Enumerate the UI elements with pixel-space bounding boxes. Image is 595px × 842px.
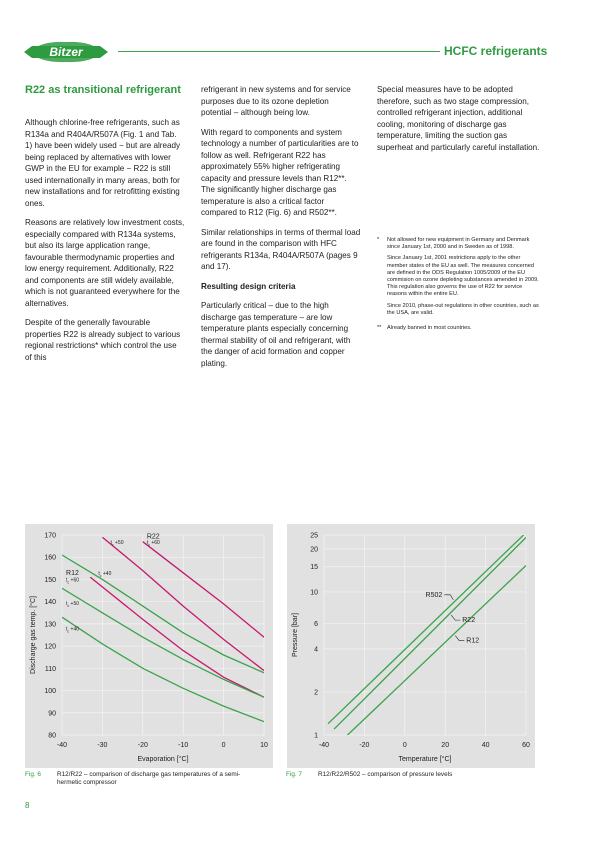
y-tick-label: 4 [314,646,318,654]
figure-caption-6 [25,771,247,787]
x-tick-label: -20 [359,742,370,749]
chart-annotation: $t_c +50$ [66,601,80,608]
y-tick-label: 130 [44,621,56,629]
y-tick-label: 15 [310,564,318,572]
text-column-3 [377,84,542,161]
x-tick-label: 10 [260,742,268,749]
footnote-marker: * [377,237,380,243]
article-heading: R22 as transitional refrigerant [25,84,181,96]
paragraph: Special measures have to be adopted therefore, such as two stage compression, controlled refrigerant injection, additional cooling, monitoring of discharge gas temperature, limiting the suction gas superheat and particularly careful installation. [377,85,540,152]
figure-caption-text: R12/R22/R502 – comparison of pressure levels [318,771,453,778]
footnote-text: Since January 1st, 2001 restrictions apply to the other member states of the EU as well. The measures concerned are defined in the ODS Regulation 1005/2009 of the EU commision on ozone depleting substances amended in 2009. This regulation also governs the use of R22 for service reasons within the entire EU. [387,255,539,298]
chart-annotation: $t_c +60$ [66,577,80,585]
x-tick-label: -30 [97,742,108,749]
y-tick-label: 20 [310,546,318,554]
series-label: R12 [466,637,480,645]
x-axis-label: Evaporation [°C] [137,756,189,763]
x-tick-label: 0 [221,742,226,749]
footnote [377,237,542,321]
bitzer-logo-mark [20,38,112,66]
paragraph: refrigerant in new systems and for service purposes due to its ozone depletion potential – although being low. [201,85,351,117]
y-tick-label: 10 [310,589,318,597]
footnote [377,325,542,336]
footnote-marker: ** [377,325,382,332]
paragraph: With regard to components and system technology a number of particularities are to follow as well. Refrigerant R22 has approximately 55% higher refrigerating capacity and pressure levels than R12**. The significantly higher discharge gas temperature is also a critical factor compared to R12 (Fig. 6) and R502**. [201,127,359,217]
paragraph: Although chlorine-free refrigerants, such as R134a and R404A/R507A (Fig. 1 and Tab. 1) have been widely used − but are already being replaced by alternatives with lower GWP in the EU for example − R22 is still used internationally in many areas, both for new installations and for retrofitting existing ones. [25,118,181,208]
series-label: R502 [425,591,443,599]
figure-caption-7 [286,771,528,779]
subheading: Resulting design criteria [201,281,296,291]
x-tick-label: 40 [481,742,490,749]
figure-label: Fig. 7 [286,771,302,778]
chart-annotation: $t_c +50$ [110,539,124,547]
y-tick-label: 90 [48,710,56,718]
x-axis-label: Temperature [°C] [398,756,452,763]
paragraph: Particularly critical – due to the high discharge gas temperature – are low temperature plants especially concerning thermal stability of oil and refrigerant, with the danger of acid formation and copper plating. [201,301,351,368]
y-tick-label: 120 [44,643,56,651]
x-tick-label: -20 [137,742,148,749]
y-tick-label: 140 [44,599,56,607]
footnote-text: Since 2010, phase-out regulations in other countries, such as the USA, are valid. [387,302,539,316]
y-tick-label: 80 [48,732,56,740]
series-label: R22 [462,617,476,625]
x-tick-label: -10 [178,742,189,749]
page-number: 8 [25,801,30,810]
paragraph: Despite of the generally favourable properties R22 is already subject to various regional restrictions* which control the use of this [25,318,181,362]
logo-text: Bitzer [49,45,83,59]
chart-annotation: $t_c +60$ [146,539,160,547]
x-tick-label: 60 [522,742,530,749]
paragraph: Similar relationships in terms of thermal load are found in the comparison with HFC refrigerants R134a, R404A/R507A (pages 9 and 17). [201,227,361,271]
chart-annotation: $t_c +40$ [98,571,112,578]
figure-label: Fig. 6 [25,771,41,778]
chart-pressure-levels [287,524,535,768]
chart-annotation: R22 [146,533,160,541]
text-column-1 [25,84,185,371]
text-column-2 [201,84,361,377]
chart-discharge-temperature [25,524,273,768]
header-rule [118,51,440,52]
chart-annotation: R12 [66,570,79,577]
y-tick-label: 160 [44,554,56,562]
x-tick-label: 20 [441,742,450,749]
y-tick-label: 25 [310,532,318,540]
y-tick-label: 170 [44,532,56,540]
y-tick-label: 150 [44,576,56,584]
x-tick-label: 0 [402,742,407,749]
paragraph: Reasons are relatively low investment costs, especially compared with R134a systems, but also its large application range, favourable thermodynamic properties and low energy requirement. Additionally, R22 and components are still widely available, which is not guaranteed everywhere for the alternatives. [25,218,185,308]
figure-caption-text: R12/R22 – comparison of discharge gas temperatures of a semi-hermetic compressor [57,771,241,786]
footnote-text: Already banned in most countries. [387,325,472,332]
y-axis-label: Pressure [bar] [292,613,299,657]
section-title: HCFC refrigerants [444,44,548,58]
y-tick-label: 6 [314,621,318,629]
x-tick-label: -40 [56,742,68,749]
footnotes [377,237,542,340]
y-tick-label: 100 [44,688,56,696]
y-axis-label: Discharge gas temp. [°C] [30,596,37,674]
x-tick-label: -40 [318,742,330,749]
chart-annotation: $t_c +40$ [66,626,80,634]
y-tick-label: 2 [314,689,318,697]
y-tick-label: 110 [44,665,56,673]
y-tick-label: 1 [314,732,318,740]
bitzer-logo [20,38,112,66]
footnote-text: Not allowed for new equipment in Germany and Denmark since January 1st, 2000 and in Sweden as of 1998. [387,237,530,251]
